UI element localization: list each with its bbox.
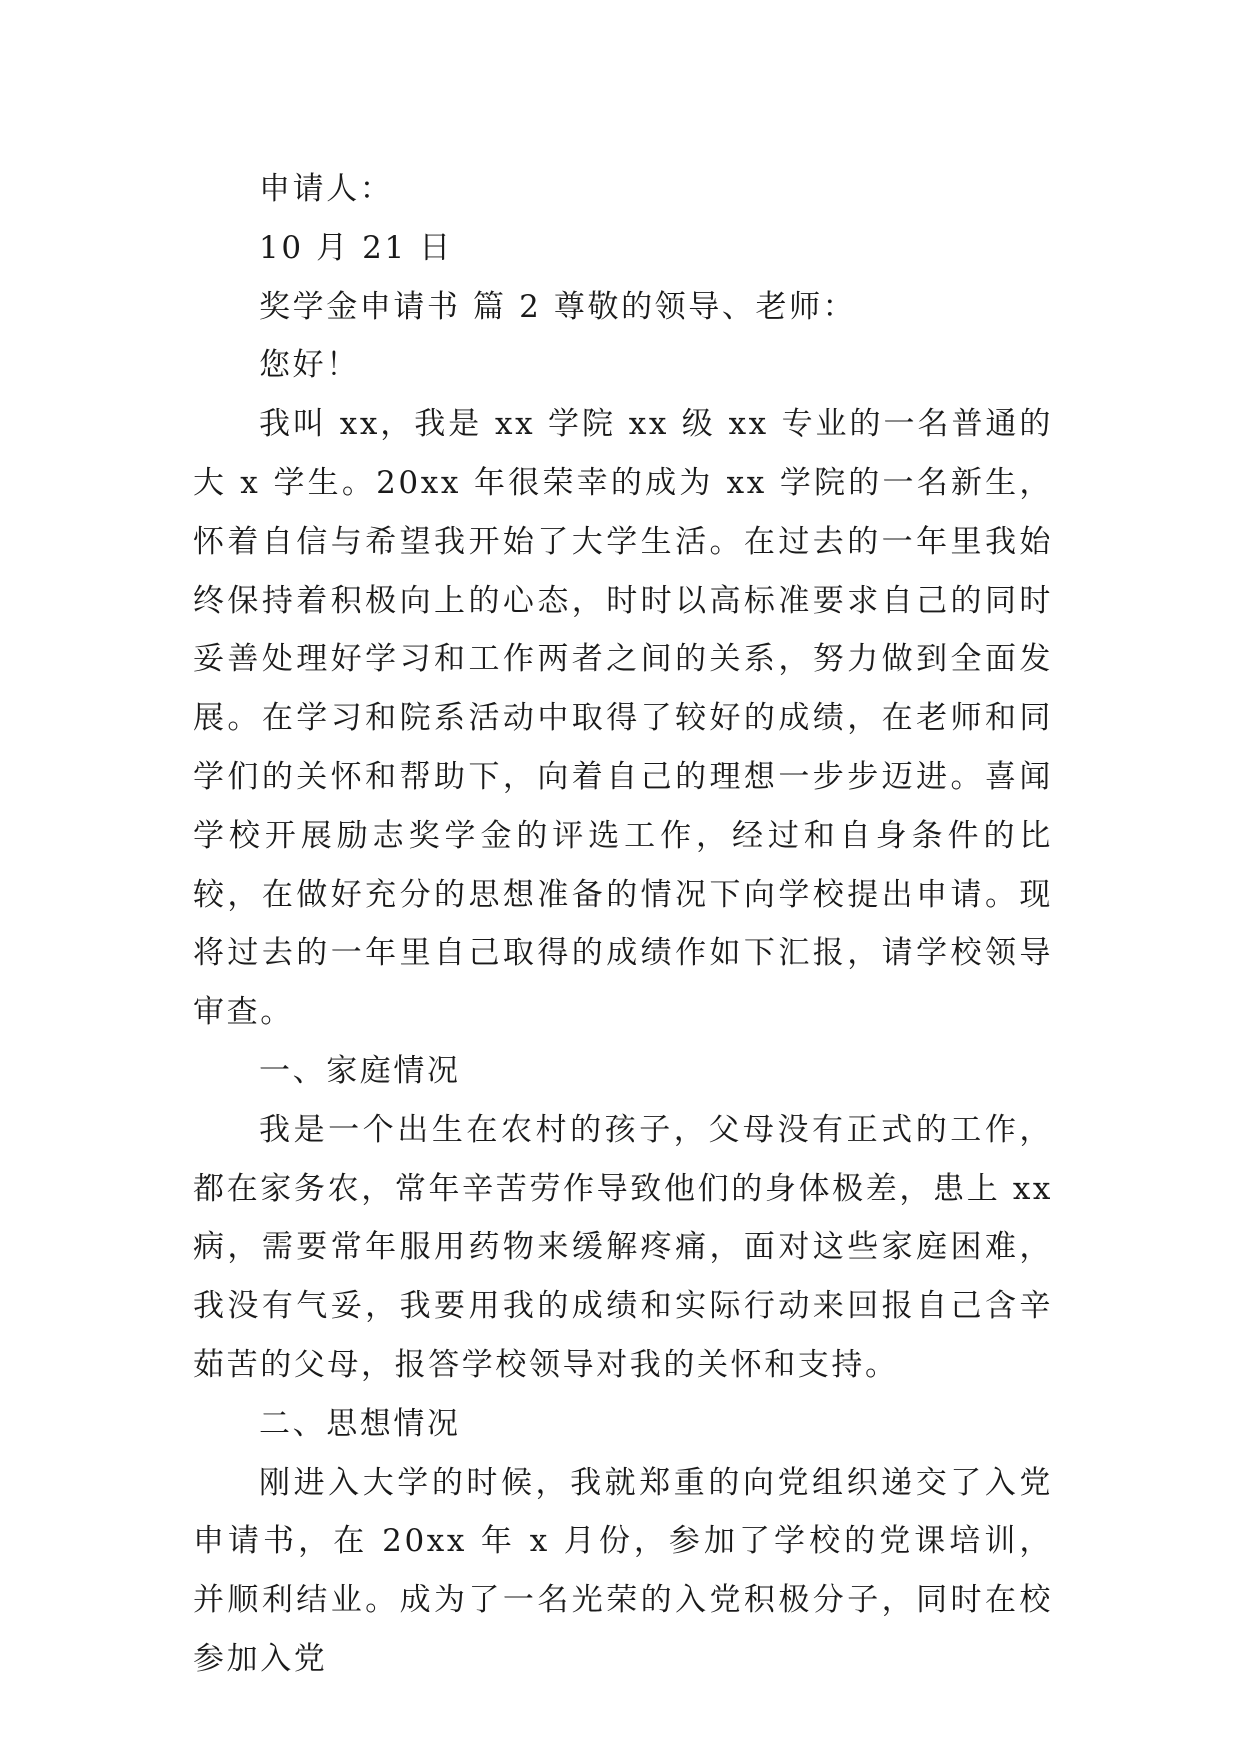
- date-line: 10 月 21 日: [259, 229, 453, 266]
- thought-paragraph: 刚进入大学的时候，我就郑重的向党组织递交了入党申请书，在 20xx 年 x 月份，参加了学校的党课培训，并顺利结业。成为了一名光荣的入党积极分子，同时在校参加入党: [193, 1464, 1053, 1677]
- heading-line: 奖学金申请书 篇 2 尊敬的领导、老师：: [259, 288, 857, 325]
- intro-paragraph: 我叫 xx，我是 xx 学院 xx 级 xx 专业的一名普通的大 x 学生。20xx 年很荣幸的成为 xx 学院的一名新生，怀着自信与希望我开始了大学生活。在过去的一年里我始终保持着积极向上的心态，时时以高标准要求自己的同时妥善处理好学习和工作两者之间的关系，努力做到全面发展。在学习和院系活动中取得了较好的成绩，在老师和同学们的关怀和帮助下，向着自己的理想一步步迈进。喜闻学校开展励志奖学金的评选工作，经过和自身条件的比较，在做好充分的思想准备的情况下向学校提出申请。现将过去的一年里自己取得的成绩作如下汇报，请学校领导审查。: [193, 406, 1053, 1031]
- section-title-family: 一、家庭情况: [259, 1052, 461, 1089]
- section-title-thought: 二、思想情况: [259, 1405, 461, 1442]
- applicant-line: 申请人：: [259, 171, 394, 207]
- document-body: [193, 160, 1053, 1689]
- greeting-line: 您好！: [259, 347, 360, 384]
- family-paragraph: 我是一个出生在农村的孩子，父母没有正式的工作，都在家务农，常年辛苦劳作导致他们的身体极差，患上 xx 病，需要常年服用药物来缓解疼痛，面对这些家庭困难，我没有气妥，我要用我的成绩和实际行动来回报自己含辛茹苦的父母，报答学校领导对我的关怀和支持。: [193, 1111, 1053, 1383]
